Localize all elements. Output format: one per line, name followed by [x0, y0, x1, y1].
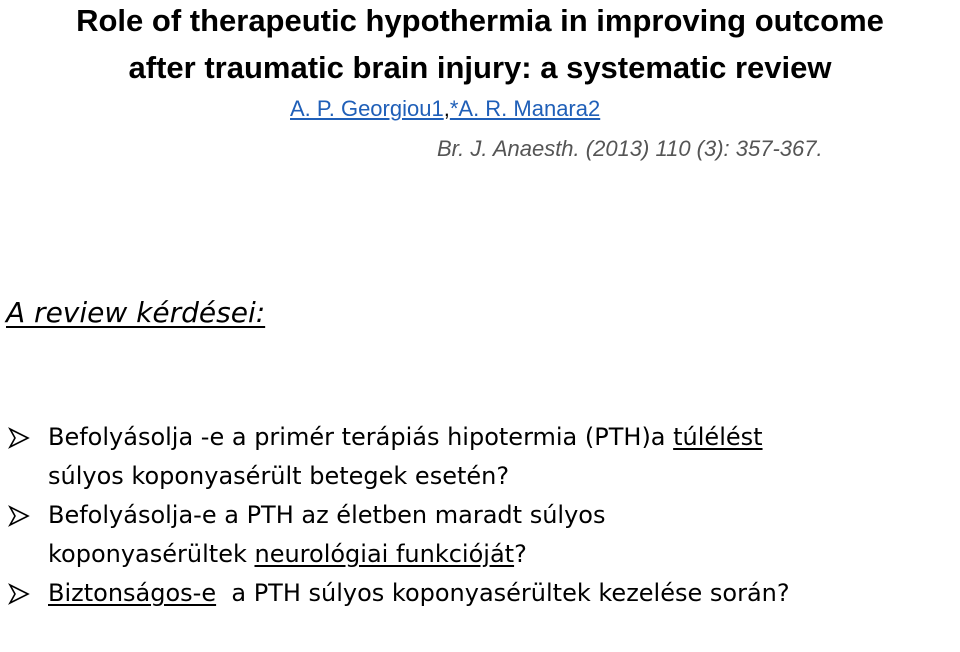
- bullet-3-line-1: [48, 574, 960, 613]
- bullet-2-line-2: [48, 535, 960, 574]
- bullet-1-text: Befolyásolja -e a primér terápiás hipotermia (PTH)a: [48, 423, 674, 451]
- arrowhead-bullet-icon: [8, 583, 30, 605]
- bullet-list: [0, 418, 960, 613]
- author-separator: ,: [443, 96, 450, 121]
- journal-citation: Br. J. Anaesth. (2013) 110 (3): 357-367.: [437, 136, 823, 161]
- author-link-manara[interactable]: *A. R. Manara2: [449, 96, 601, 121]
- bullet-3-text: a PTH súlyos koponyasérültek kezelése során?: [216, 579, 790, 607]
- bullet-2-underlined-term: neurológiai funkcióját: [254, 540, 515, 568]
- bullet-item-survival: [0, 418, 960, 496]
- title-line-1: Role of therapeutic hypothermia in improving outcome: [76, 3, 884, 38]
- title-line-2: after traumatic brain injury: a systematic review: [128, 50, 832, 85]
- arrowhead-bullet-icon: [8, 505, 30, 527]
- bullet-2-line-1: Befolyásolja-e a PTH az életben maradt súlyos: [48, 501, 606, 529]
- bullet-1-line-2: súlyos koponyasérült betegek esetén?: [48, 462, 510, 490]
- author-link-georgiou[interactable]: A. P. Georgiou1: [290, 96, 444, 121]
- bullet-item-neurological-function: [0, 496, 960, 574]
- bullet-2-text: koponyasérültek: [48, 540, 255, 568]
- bullet-item-safety: [0, 574, 960, 613]
- authors: [290, 95, 600, 123]
- bullet-3-underlined-term: Biztonságos-e: [48, 579, 217, 607]
- bullet-1-line-1: [48, 418, 960, 457]
- arrowhead-bullet-icon: [8, 427, 30, 449]
- bullet-2-question-mark: ?: [514, 540, 527, 568]
- bullet-1-underlined-term: túlélést: [673, 423, 763, 451]
- section-heading: A review kérdései:: [6, 296, 266, 329]
